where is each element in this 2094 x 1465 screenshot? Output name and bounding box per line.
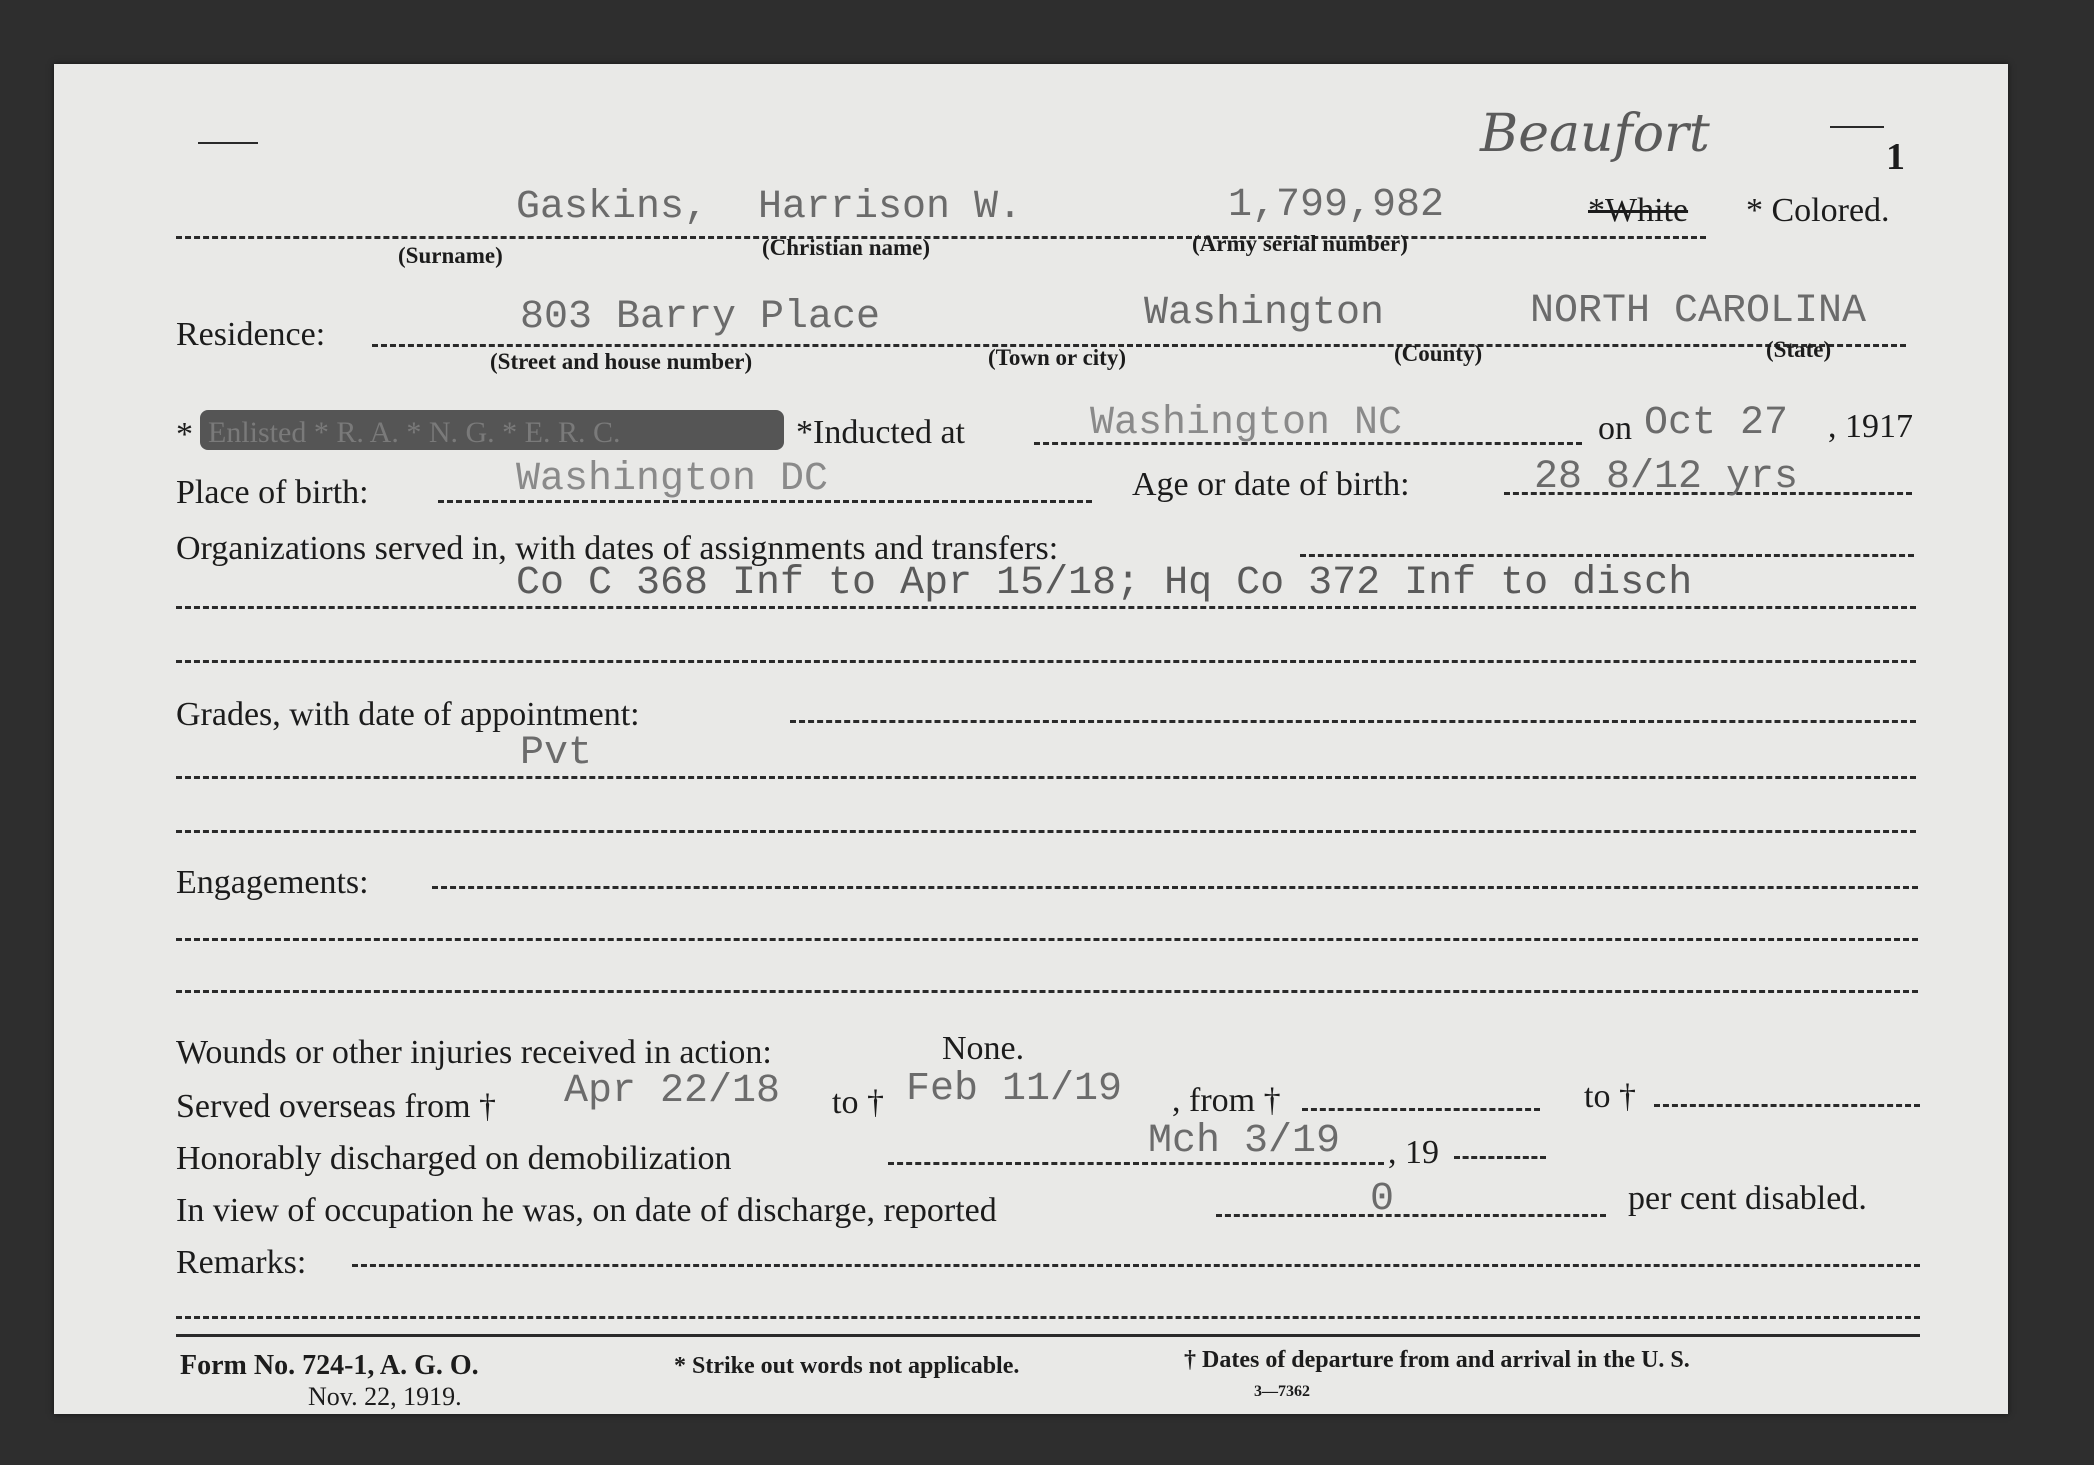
age-value: 28 8/12 yrs — [1534, 455, 1799, 500]
card-number: 1 — [1886, 136, 1905, 178]
town-value: Washington — [1144, 291, 1385, 336]
overseas-to2-label: to † — [1584, 1078, 1636, 1115]
remarks-label: Remarks: — [176, 1244, 307, 1281]
inducted-at-value: Washington NC — [1090, 401, 1403, 446]
engagements-line-3 — [176, 990, 1918, 993]
induction-on-label: on — [1598, 410, 1632, 447]
county-caption: (County) — [1394, 341, 1483, 366]
state-caption: (State) — [1766, 337, 1832, 362]
disability-label: In view of occupation he was, on date of discharge, reported — [176, 1192, 997, 1229]
discharge-year: , 19 — [1388, 1134, 1439, 1171]
white-label-text: *White — [1588, 192, 1689, 229]
christian-name-caption: (Christian name) — [762, 235, 931, 260]
engagements-line-1 — [432, 886, 1918, 889]
town-caption: (Town or city) — [988, 345, 1126, 370]
surname-caption: (Surname) — [398, 243, 503, 268]
overseas-from2-label: , from † — [1172, 1082, 1281, 1119]
dates-note: † Dates of departure from and arrival in the U. S. — [1184, 1347, 1690, 1373]
print-code: 3—7362 — [1254, 1383, 1310, 1400]
serial-number-value: 1,799,982 — [1228, 183, 1445, 228]
engagements-line-2 — [176, 938, 1918, 941]
grades-line-3 — [176, 830, 1916, 833]
induction-year: , 1917 — [1828, 408, 1913, 445]
remarks-line-1 — [352, 1264, 1920, 1267]
disability-value: 0 — [1370, 1177, 1395, 1222]
grades-value: Pvt — [520, 731, 593, 776]
street-value: 803 Barry Place — [520, 295, 881, 340]
overseas-to-label: to † — [832, 1084, 884, 1121]
handwritten-county-note: Beaufort — [1480, 104, 1710, 164]
induction-date-value: Oct 27 — [1644, 401, 1789, 446]
footer-rule — [176, 1334, 1920, 1337]
wounds-label: Wounds or other injuries received in action: — [176, 1034, 772, 1071]
place-of-birth-label: Place of birth: — [176, 474, 369, 511]
colored-label: * Colored. — [1746, 192, 1890, 229]
card-number-rule — [1830, 126, 1884, 128]
discharge-value: Mch 3/19 — [1148, 1119, 1341, 1164]
grades-line-1 — [790, 720, 1916, 723]
residence-line — [372, 344, 1906, 347]
state-value: NORTH CAROLINA — [1530, 289, 1867, 334]
disability-suffix: per cent disabled. — [1628, 1180, 1867, 1217]
form-number: Form No. 724-1, A. G. O. — [180, 1350, 479, 1381]
organizations-line-3 — [176, 660, 1916, 663]
inducted-at-label: *Inducted at — [796, 414, 965, 451]
engagements-label: Engagements: — [176, 864, 369, 901]
discharge-year-line — [1454, 1156, 1546, 1159]
organizations-line-1 — [1300, 554, 1914, 557]
service-record-card — [54, 64, 2008, 1414]
strike-out-note: * Strike out words not applicable. — [674, 1353, 1020, 1379]
grades-line-2 — [176, 776, 1916, 779]
enlistment-star: * — [176, 416, 193, 453]
white-label — [1588, 194, 1688, 228]
residence-label: Residence: — [176, 316, 326, 353]
organizations-value: Co C 368 Inf to Apr 15/18; Hq Co 372 Inf to disch — [516, 561, 1693, 606]
name-line — [176, 236, 1706, 239]
serial-number-caption: (Army serial number) — [1192, 231, 1408, 256]
enlistment-options-text: Enlisted * R. A. * N. G. * E. R. C. — [208, 416, 621, 449]
surname-value: Gaskins, — [516, 185, 709, 230]
place-of-birth-value: Washington DC — [516, 457, 829, 502]
street-caption: (Street and house number) — [490, 349, 753, 374]
top-left-rule — [198, 142, 258, 144]
overseas-from-value: Apr 22/18 — [564, 1069, 781, 1114]
organizations-label: Organizations served in, with dates of assignments and transfers: — [176, 530, 1059, 567]
christian-name-value: Harrison W. — [758, 185, 1023, 230]
overseas-to2-line — [1654, 1104, 1920, 1107]
grades-label: Grades, with date of appointment: — [176, 696, 640, 733]
form-date: Nov. 22, 1919. — [308, 1382, 462, 1411]
wounds-value: None. — [942, 1030, 1025, 1067]
remarks-line-2 — [176, 1316, 1920, 1319]
overseas-from-label: Served overseas from † — [176, 1088, 497, 1125]
age-label: Age or date of birth: — [1132, 466, 1410, 503]
organizations-line-2 — [176, 606, 1916, 609]
overseas-from2-line — [1302, 1108, 1540, 1111]
discharge-label: Honorably discharged on demobilization — [176, 1140, 732, 1177]
disability-line — [1216, 1214, 1606, 1217]
overseas-to-value: Feb 11/19 — [906, 1067, 1123, 1112]
